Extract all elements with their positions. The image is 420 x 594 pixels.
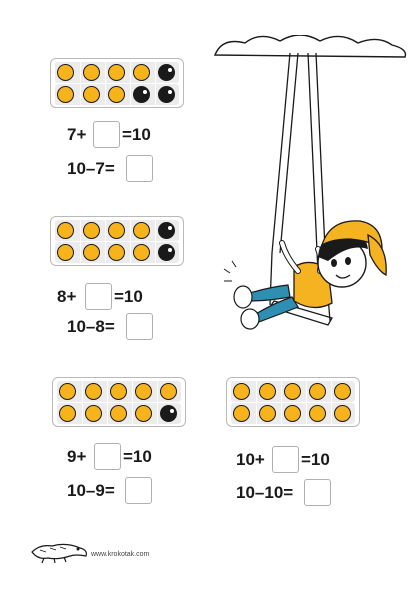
addition-left: 7+ — [67, 125, 87, 144]
orange-counter-icon — [110, 405, 127, 422]
answer-box[interactable] — [93, 121, 120, 148]
answer-box[interactable] — [126, 313, 153, 340]
ten-frame-cell — [130, 84, 151, 105]
orange-counter-icon — [135, 405, 152, 422]
answer-box[interactable] — [94, 443, 121, 470]
ten-frame-cell — [331, 381, 352, 402]
ten-frame-cell — [57, 403, 77, 424]
orange-counter-icon — [334, 405, 351, 422]
black-counter-icon — [158, 64, 175, 81]
swing-illustration — [210, 35, 410, 335]
ten-frame-cell — [105, 62, 126, 83]
orange-counter-icon — [108, 86, 125, 103]
subtraction-left: 10–10= — [236, 483, 294, 502]
orange-counter-icon — [309, 383, 326, 400]
orange-counter-icon — [135, 383, 152, 400]
addition-right: =10 — [114, 287, 143, 306]
ten-frame-cell — [82, 403, 103, 424]
ten-frame-cell — [281, 403, 302, 424]
ten-frame-cell — [281, 381, 302, 402]
ten-frame-cell — [130, 220, 151, 241]
subtraction-left: 10–7= — [67, 159, 115, 178]
orange-counter-icon — [309, 405, 326, 422]
ten-frame-cell — [80, 62, 101, 83]
black-counter-icon — [160, 405, 177, 422]
orange-counter-icon — [110, 383, 127, 400]
ten-frame — [52, 377, 186, 427]
answer-box[interactable] — [272, 446, 299, 473]
website-link[interactable]: www.krokotak.com — [91, 551, 150, 558]
ten-frame-cell — [55, 220, 75, 241]
orange-counter-icon — [108, 244, 125, 261]
orange-counter-icon — [59, 405, 76, 422]
orange-counter-icon — [259, 405, 276, 422]
cloud-icon — [215, 35, 405, 57]
orange-counter-icon — [108, 222, 125, 239]
orange-counter-icon — [133, 222, 150, 239]
answer-box[interactable] — [85, 283, 112, 310]
ten-frame-cell — [80, 242, 101, 263]
ten-frame-cell — [157, 381, 178, 402]
orange-counter-icon — [57, 86, 74, 103]
answer-box[interactable] — [304, 479, 331, 506]
orange-counter-icon — [108, 64, 125, 81]
ten-frame-cell — [331, 403, 352, 424]
subtraction-left: 10–9= — [67, 481, 115, 500]
ten-frame-cell — [130, 242, 151, 263]
addition-left: 8+ — [57, 287, 77, 306]
subtraction-left: 10–8= — [67, 317, 115, 336]
ten-frame-row — [231, 381, 355, 402]
orange-counter-icon — [83, 64, 100, 81]
ten-frame-cell — [132, 403, 153, 424]
addition-left: 9+ — [67, 447, 87, 466]
black-counter-icon — [133, 86, 150, 103]
ten-frame — [226, 377, 360, 427]
orange-counter-icon — [334, 383, 351, 400]
ten-frame-cell — [105, 220, 126, 241]
ten-frame-cell — [105, 242, 126, 263]
orange-counter-icon — [83, 222, 100, 239]
ten-frame-cell — [105, 84, 126, 105]
ten-frame-cell — [107, 381, 128, 402]
addition-right: =10 — [123, 447, 152, 466]
crocodile-logo-icon — [30, 538, 90, 564]
ten-frame-cell — [155, 242, 176, 263]
ten-frame-row — [55, 62, 179, 83]
orange-counter-icon — [233, 383, 250, 400]
ten-frame-cell — [306, 381, 327, 402]
answer-box[interactable] — [125, 477, 152, 504]
ten-frame-row — [55, 242, 179, 263]
orange-counter-icon — [85, 383, 102, 400]
black-counter-icon — [158, 244, 175, 261]
ten-frame-cell — [231, 381, 251, 402]
orange-counter-icon — [57, 64, 74, 81]
black-counter-icon — [158, 222, 175, 239]
orange-counter-icon — [160, 383, 177, 400]
orange-counter-icon — [233, 405, 250, 422]
ten-frame-row — [57, 381, 181, 402]
addition-right: =10 — [122, 125, 151, 144]
orange-counter-icon — [284, 405, 301, 422]
orange-counter-icon — [57, 244, 74, 261]
ten-frame-row — [55, 220, 179, 241]
ten-frame-cell — [82, 381, 103, 402]
orange-counter-icon — [85, 405, 102, 422]
ten-frame-cell — [57, 381, 77, 402]
ten-frame-cell — [155, 62, 176, 83]
orange-counter-icon — [57, 222, 74, 239]
ten-frame-cell — [256, 403, 277, 424]
ten-frame-cell — [55, 84, 75, 105]
black-counter-icon — [158, 86, 175, 103]
ten-frame-row — [55, 84, 179, 105]
ten-frame-cell — [130, 62, 151, 83]
orange-counter-icon — [284, 383, 301, 400]
ten-frame-cell — [231, 403, 251, 424]
ten-frame — [50, 58, 184, 108]
addition-right: =10 — [301, 450, 330, 469]
ten-frame-row — [231, 403, 355, 424]
answer-box[interactable] — [126, 155, 153, 182]
ten-frame-cell — [306, 403, 327, 424]
ten-frame-cell — [80, 220, 101, 241]
addition-left: 10+ — [236, 450, 265, 469]
ten-frame-row — [57, 403, 181, 424]
ten-frame-cell — [155, 220, 176, 241]
ten-frame-cell — [132, 381, 153, 402]
ten-frame — [50, 216, 184, 266]
ten-frame-cell — [80, 84, 101, 105]
ten-frame-cell — [155, 84, 176, 105]
ten-frame-cell — [55, 62, 75, 83]
ten-frame-cell — [256, 381, 277, 402]
ten-frame-cell — [107, 403, 128, 424]
orange-counter-icon — [83, 244, 100, 261]
orange-counter-icon — [259, 383, 276, 400]
orange-counter-icon — [133, 64, 150, 81]
orange-counter-icon — [83, 86, 100, 103]
orange-counter-icon — [59, 383, 76, 400]
orange-counter-icon — [133, 244, 150, 261]
ten-frame-cell — [157, 403, 178, 424]
ten-frame-cell — [55, 242, 75, 263]
